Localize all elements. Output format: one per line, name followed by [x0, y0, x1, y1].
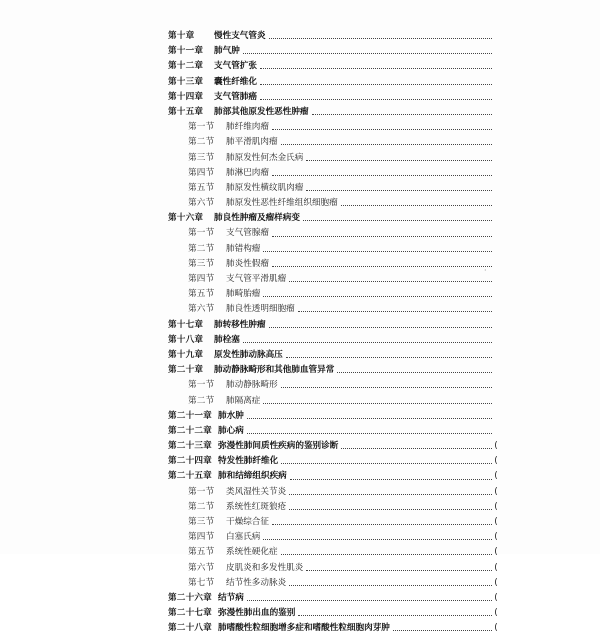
toc-chapter-row	[168, 318, 498, 333]
toc-section-row	[168, 242, 498, 257]
chapter-title: 肺动静脉畸形和其他肺血管异常	[214, 365, 335, 376]
section-title: 肺平滑肌肉瘤	[226, 137, 278, 148]
chapter-title: 结节病	[218, 592, 244, 603]
toc-chapter-row	[168, 591, 498, 606]
chapter-number: 第二十七章	[168, 608, 212, 619]
dot-leader	[263, 245, 492, 252]
chapter-title: 肺转移性肿瘤	[214, 319, 266, 330]
dot-leader	[289, 503, 492, 510]
page-number-mark: (	[494, 592, 498, 603]
chapter-number: 第十四章	[168, 91, 204, 102]
section-title: 肺畸胎瘤	[226, 289, 261, 300]
section-title: 肺原发性何杰金氏病	[226, 152, 304, 163]
section-number: 第五节	[188, 182, 215, 193]
toc-section-row	[168, 485, 498, 500]
dot-leader	[303, 214, 492, 221]
dot-leader	[281, 457, 492, 464]
page-number-mark: (	[494, 623, 498, 634]
section-title: 支气管腺瘤	[226, 228, 269, 239]
page-number-mark: (	[494, 517, 498, 527]
toc-chapter-row	[168, 363, 498, 378]
dot-leader	[260, 93, 492, 100]
chapter-number: 第二十二章	[168, 425, 212, 436]
toc-chapter-row	[168, 439, 498, 454]
dot-leader	[306, 184, 492, 191]
dot-leader	[263, 533, 492, 540]
toc-chapter-row	[168, 90, 498, 105]
dot-leader	[247, 427, 492, 434]
chapter-title: 肺心病	[218, 425, 244, 436]
toc-section-row	[168, 257, 498, 272]
dot-leader	[281, 548, 492, 555]
toc-section-row	[168, 272, 498, 287]
dot-leader	[243, 47, 492, 54]
toc-chapter-row	[168, 424, 498, 439]
dot-leader	[393, 624, 492, 631]
chapter-title: 肺良性肿瘤及瘤样病变	[214, 213, 300, 224]
dot-leader	[247, 594, 492, 601]
section-title: 肺淋巴肉瘤	[226, 167, 269, 178]
section-title: 肺原发性横纹肌肉瘤	[226, 182, 304, 193]
dot-leader	[289, 488, 492, 495]
dot-leader	[286, 351, 492, 358]
dot-leader	[269, 321, 492, 328]
toc-section-row	[168, 500, 498, 515]
chapter-title: 囊性纤维化	[214, 76, 257, 87]
chapter-number: 第十七章	[168, 319, 204, 330]
page-number-mark: (	[494, 608, 498, 619]
dot-leader	[272, 260, 492, 267]
chapter-title: 肺部其他原发性恶性肿瘤	[214, 106, 309, 117]
toc-chapter-row	[168, 469, 498, 484]
chapter-number: 第十二章	[168, 61, 204, 72]
chapter-number: 第十九章	[168, 349, 204, 360]
section-number: 第一节	[188, 228, 215, 239]
toc-chapter-row	[168, 409, 498, 424]
section-number: 第二节	[188, 243, 215, 254]
dot-leader	[306, 154, 492, 161]
section-title: 支气管平滑肌瘤	[226, 274, 287, 284]
page-number-mark: (	[494, 456, 498, 467]
chapter-title: 肺嗜酸性粒细胞增多症和嗜酸性粒细胞肉芽肿	[218, 623, 390, 634]
page-number-mark: (	[494, 501, 498, 512]
toc-chapter-row	[168, 44, 498, 59]
chapter-number: 第二十三章	[168, 441, 212, 452]
chapter-number: 第十五章	[168, 106, 204, 117]
dot-leader	[272, 230, 492, 237]
dot-leader	[260, 62, 492, 69]
section-title: 皮肌炎和多发性肌炎	[226, 562, 304, 573]
dot-leader	[272, 518, 492, 525]
page-number-mark: (	[494, 486, 498, 497]
section-title: 类风湿性关节炎	[226, 486, 287, 497]
chapter-number: 第十六章	[168, 213, 204, 224]
page-number-mark: (	[494, 471, 498, 482]
section-number: 第六节	[188, 562, 215, 573]
dot-leader	[312, 108, 492, 115]
chapter-number: 第二十五章	[168, 471, 212, 482]
dot-leader	[281, 138, 492, 145]
page-number-mark: (	[494, 562, 498, 573]
section-title: 结节性多动脉炎	[226, 577, 287, 588]
chapter-title: 支气管扩张	[214, 61, 257, 72]
chapter-number: 第二十四章	[168, 456, 212, 467]
section-number: 第六节	[188, 304, 215, 315]
section-title: 肺动静脉畸形	[226, 380, 278, 391]
section-number: 第七节	[188, 577, 215, 588]
dot-leader	[243, 336, 492, 343]
dot-leader	[289, 275, 492, 282]
dot-leader	[263, 397, 492, 404]
chapter-number: 第十三章	[168, 76, 204, 87]
dot-leader	[247, 412, 492, 419]
scan-speck: ·	[484, 266, 487, 275]
section-number: 第三节	[188, 152, 215, 163]
toc-chapter-row	[168, 75, 498, 90]
section-number: 第一节	[188, 122, 215, 133]
chapter-title: 肺栓塞	[214, 334, 240, 345]
dot-leader	[272, 169, 492, 176]
section-title: 肺错构瘤	[226, 243, 261, 254]
toc-chapter-row	[168, 621, 498, 636]
page-number-mark: (	[494, 547, 498, 558]
section-number: 第四节	[188, 167, 215, 178]
section-title: 肺隔离症	[226, 395, 261, 406]
toc-chapter-row	[168, 105, 498, 120]
chapter-title: 支气管肺癌	[214, 91, 257, 102]
toc-chapter-row	[168, 348, 498, 363]
section-number: 第四节	[188, 274, 215, 284]
page-number-mark: (	[494, 577, 498, 588]
chapter-title: 弥漫性肺间质性疾病的鉴别诊断	[218, 441, 339, 452]
toc-section-row	[168, 120, 498, 135]
chapter-title: 原发性肺动脉高压	[214, 349, 283, 360]
chapter-number: 第二十六章	[168, 592, 212, 603]
section-number: 第一节	[188, 486, 215, 497]
section-title: 系统性硬化症	[226, 547, 278, 558]
dot-leader	[341, 442, 492, 449]
chapter-title: 肺和结缔组织疾病	[218, 471, 287, 482]
dot-leader	[306, 564, 492, 571]
toc-section-row	[168, 151, 498, 166]
toc-chapter-row	[168, 211, 498, 226]
page-number-mark: (	[494, 532, 498, 543]
dot-leader	[341, 199, 492, 206]
toc-section-row	[168, 576, 498, 591]
section-number: 第二节	[188, 501, 215, 512]
section-title: 肺炎性假瘤	[226, 258, 269, 269]
table-of-contents	[168, 29, 498, 637]
section-number: 第二节	[188, 395, 215, 406]
page-number-mark: (	[494, 441, 498, 452]
toc-chapter-row	[168, 606, 498, 621]
dot-leader	[272, 123, 492, 130]
chapter-number: 第十八章	[168, 334, 204, 345]
toc-section-row	[168, 181, 498, 196]
toc-chapter-row	[168, 29, 498, 44]
chapter-number: 第二十章	[168, 365, 204, 376]
section-number: 第三节	[188, 258, 215, 269]
toc-section-row	[168, 226, 498, 241]
toc-section-row	[168, 530, 498, 545]
toc-section-row	[168, 166, 498, 181]
dot-leader	[263, 290, 492, 297]
toc-section-row	[168, 394, 498, 409]
toc-chapter-row	[168, 333, 498, 348]
section-title: 干燥综合征	[226, 517, 269, 527]
chapter-title: 肺气肿	[214, 46, 240, 57]
dot-leader	[289, 579, 492, 586]
chapter-title: 特发性肺纤维化	[218, 456, 279, 467]
chapter-title: 弥漫性肺出血的鉴别	[218, 608, 296, 619]
section-title: 肺原发性恶性纤维组织细胞瘤	[226, 198, 338, 209]
section-number: 第四节	[188, 532, 215, 543]
section-title: 肺纤维肉瘤	[226, 122, 269, 133]
toc-section-row	[168, 545, 498, 560]
toc-section-row	[168, 561, 498, 576]
dot-leader	[298, 609, 492, 616]
toc-section-row	[168, 135, 498, 150]
chapter-title: 慢性支气管炎	[214, 31, 266, 41]
section-number: 第五节	[188, 547, 215, 558]
chapter-number: 第二十八章	[168, 623, 212, 634]
dot-leader	[290, 473, 492, 480]
section-number: 第六节	[188, 198, 215, 209]
chapter-number: 第十一章	[168, 46, 204, 57]
toc-section-row	[168, 378, 498, 393]
section-number: 第五节	[188, 289, 215, 300]
toc-section-row	[168, 287, 498, 302]
toc-chapter-row	[168, 454, 498, 469]
toc-section-row	[168, 302, 498, 317]
dot-leader	[260, 78, 492, 85]
dot-leader	[269, 32, 492, 39]
section-title: 白塞氏病	[226, 532, 261, 543]
dot-leader	[281, 381, 492, 388]
dot-leader	[298, 305, 492, 312]
section-title: 肺良性透明细胞瘤	[226, 304, 295, 315]
toc-chapter-row	[168, 59, 498, 74]
section-number: 第二节	[188, 137, 215, 148]
section-number: 第一节	[188, 380, 215, 391]
toc-section-row	[168, 515, 498, 530]
section-number: 第三节	[188, 517, 215, 527]
chapter-title: 肺水肿	[218, 410, 244, 421]
chapter-number: 第十章	[168, 31, 195, 41]
toc-section-row	[168, 196, 498, 211]
section-title: 系统性红斑狼疮	[226, 501, 287, 512]
chapter-number: 第二十一章	[168, 410, 212, 421]
dot-leader	[337, 366, 492, 373]
